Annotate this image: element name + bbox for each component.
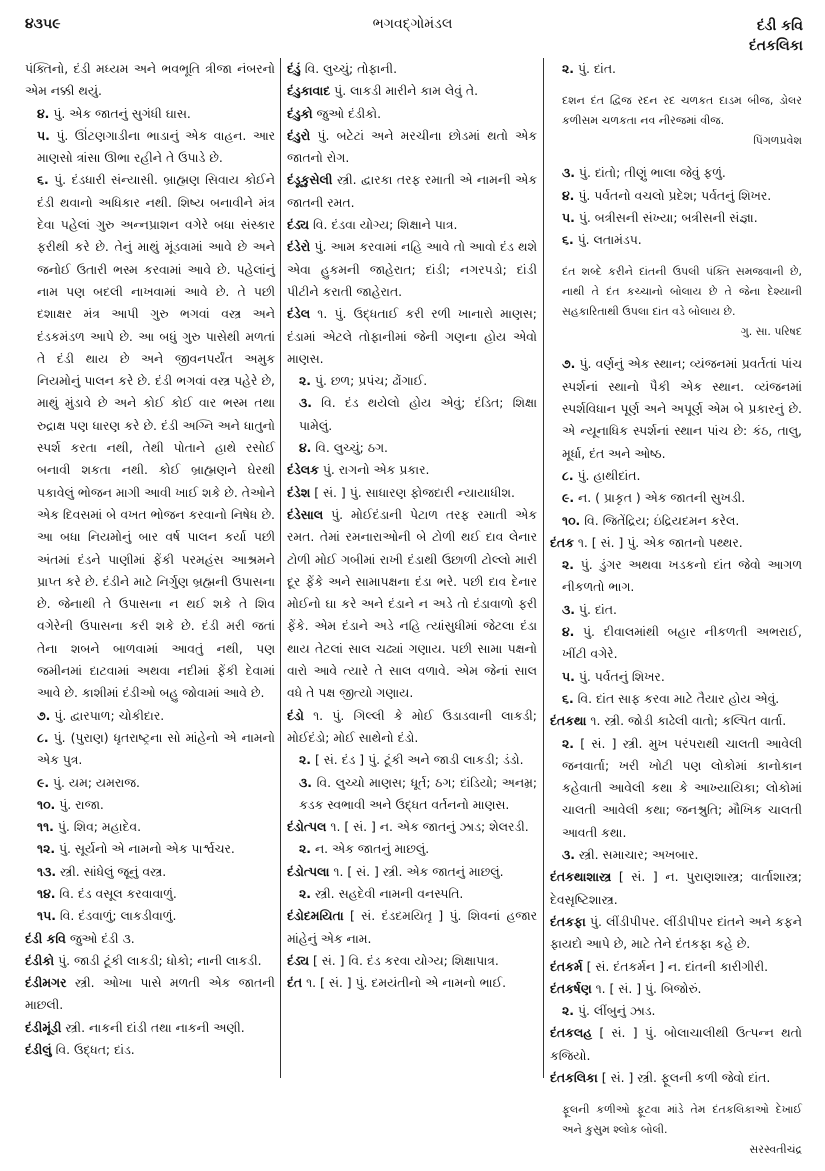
definition: પું. વર્ણનું એક સ્થાન; વ્યંજનમાં પ્રવર્તતાં પાંચ સ્પર્શનાં સ્થાનો પૈકી એક સ્થાન. વ્યંજનમાં સ્પર્શવિધાન પૂર્ણ અને અપૂર્ણ એમ બે પ્રકારનું છે. એ ન્યૂનાધિક સ્પર્શનાં સ્થાન પાંચ છે: કંઠ, તાલુ, મૂર્ધા, દંત અને ઓષ્ઠ. — [562, 356, 802, 461]
dictionary-entry — [550, 978, 802, 1000]
definition: [ સં. ] પું. સાધારણ ફોજદારી ન્યાયાધીશ. — [314, 484, 515, 500]
guide-word-first: દંડી કવિ — [756, 18, 803, 34]
headword: દંતકથાશાસ્ત્ર — [550, 869, 612, 885]
headword: દંતકર્મ — [550, 958, 583, 974]
dictionary-entry — [287, 705, 537, 750]
sense-entry — [287, 838, 537, 860]
headword: દંડેલક — [287, 462, 319, 478]
column-2 — [287, 58, 537, 994]
quotation-source: સરસ્વતીચંદ્ર — [749, 1143, 802, 1157]
definition: સ્ત્રી. દ્વારકા તરફ રમાતી એ નામની એક જાતની રમત. — [287, 172, 537, 210]
headword: દંડેલ — [287, 306, 311, 322]
definition: પું. એક જાતનું સુગંધી ઘાસ. — [53, 105, 191, 121]
definition: વિ. જિતેંદ્રિય; ઇંદ્રિયદમન કરેલ. — [584, 512, 740, 528]
headword: ૨. — [562, 735, 574, 751]
definition: વિ. દાંત સાફ કરવા માટે તૈયાર હોય એવું. — [577, 690, 780, 706]
headword: દંતકલહ — [550, 1025, 593, 1041]
sense-entry — [550, 229, 802, 251]
sense-entry — [25, 169, 275, 704]
definition: જુઓ દંડી ૩. — [69, 930, 135, 946]
headword: દંડેસાલ — [287, 506, 324, 522]
sense-entry — [287, 772, 537, 817]
headword: ૧૦. — [562, 512, 581, 528]
sense-entry — [25, 883, 275, 905]
dictionary-entry — [25, 950, 275, 972]
sense-entry — [25, 125, 275, 170]
headword: ૫. — [562, 668, 575, 684]
definition: પું. બટેટાં અને મરચીના છોડમાં થતો એક જાતનો રોગ. — [287, 127, 537, 166]
definition: ૧. સ્ત્રી. જોડી કાઢેલી વાતો; કલ્પિત વાર્તા. — [590, 713, 787, 729]
definition: સ્ત્રી. સમાચાર; અખબાર. — [578, 847, 699, 863]
definition: વિ. દંડવાળું; લાકડીવાળું. — [59, 908, 177, 924]
dictionary-entry — [287, 214, 537, 236]
headword: ૬. — [562, 690, 574, 706]
sense-entry — [550, 185, 802, 207]
dictionary-entry — [287, 482, 537, 504]
headword: દંડોત્પલા — [287, 863, 330, 879]
definition: પું. પર્વતનું શિખર. — [578, 668, 665, 684]
headword: ૪. — [562, 624, 575, 640]
headword: ૨. — [299, 373, 311, 389]
headword: ૨. — [562, 557, 574, 573]
definition: પંક્તિનો, દંડી મધ્યમ અને ભવભૂતિ ત્રીજા નંબરનો એમ નક્કી થયું. — [25, 61, 275, 99]
dictionary-entry — [550, 710, 802, 732]
sense-entry — [25, 727, 275, 772]
dictionary-entry — [287, 861, 537, 883]
guide-words — [749, 16, 803, 56]
sense-entry — [287, 370, 537, 392]
column-divider — [280, 58, 281, 1078]
headword: દંડીમગર — [25, 975, 67, 991]
definition: પું. ઊંટણગાડીના ભાડાનું એક વાહન. આર માણસો ત્રાંસા ઊભા રહીને તે ઉપાડે છે. — [37, 127, 275, 166]
headword: દંડી કવિ — [25, 930, 66, 946]
headword: ૨. — [299, 841, 311, 857]
page-number: ૪૩૫૯ — [25, 16, 61, 32]
dictionary-entry — [25, 1039, 275, 1061]
headword: ૩. — [299, 774, 312, 790]
headword: ૮. — [37, 729, 49, 745]
headword: ૩. — [562, 165, 575, 181]
definition: પું. યમ; યમરાજ. — [53, 774, 140, 790]
headword: ૫. — [562, 209, 575, 225]
definition: પું. (પુરાણ) ધૃતરાષ્ટ્રના સો માંહેનો એ નામનો એક પુત્ર. — [37, 729, 275, 768]
sense-entry — [550, 844, 802, 866]
headword: ૧૨. — [37, 841, 56, 857]
sense-entry — [25, 905, 275, 927]
headword: ૯. — [562, 490, 575, 506]
quotation-text: ફૂલની કળીઓ ફૂટવા માંડે તેમ દંતકલિકાઓ દેખાઈ અને કુસુમ શ્લોક બોલી. — [562, 1103, 802, 1137]
headword: દંડ્ય — [287, 217, 310, 233]
quotation — [550, 91, 802, 151]
definition: પું. લીંબુનું ઝાડ. — [577, 1003, 656, 1019]
book-title: ભગવદ્ગોમંડલ — [372, 16, 453, 32]
headword: ૨. — [299, 885, 311, 901]
definition: સ્ત્રી. નાકની દાંડી તથા નાકની અણી. — [65, 1019, 245, 1035]
sense-entry — [550, 58, 802, 80]
column-1 — [25, 58, 275, 1061]
definition: વિ. દંડવા યોગ્ય; શિક્ષાને પાત્ર. — [312, 217, 458, 233]
dictionary-entry — [550, 532, 802, 554]
dictionary-entry — [550, 866, 802, 911]
headword: ૭. — [37, 707, 51, 723]
headword: દંડીમૂંડી — [25, 1019, 62, 1035]
headword: દંતકફા — [550, 913, 586, 929]
definition: પું. રાજા. — [59, 796, 104, 812]
sense-entry — [287, 392, 537, 437]
headword: ૭. — [562, 356, 576, 372]
headword: દંડુરો — [287, 127, 311, 143]
dictionary-entry — [287, 816, 537, 838]
definition: પું. છળ; પ્રપંચ; ઢોંગાઈ. — [314, 373, 428, 389]
headword: ૩. — [562, 847, 575, 863]
definition: વિ. ઉદ્ધત; દાંડ. — [55, 1042, 135, 1058]
definition: પું. જાડી ટૂંકી લાકડી; ધોકો; નાની લાકડી. — [58, 952, 262, 968]
sense-entry — [550, 733, 802, 844]
sense-entry — [550, 465, 802, 487]
column-3 — [550, 58, 802, 1171]
definition: [ સં. દંડ ] પું. ટૂંકી અને જાડી લાકડી; ડંડો. — [314, 752, 524, 768]
definition: પું. રાગનો એક પ્રકાર. — [322, 462, 430, 478]
dictionary-entry — [550, 956, 802, 978]
dictionary-entry — [25, 1017, 275, 1039]
dictionary-entry — [287, 169, 537, 214]
definition: સ્ત્રી. ઓખા પાસે મળતી એક જાતની માછલી. — [25, 975, 275, 1013]
quotation — [550, 1100, 802, 1160]
dictionary-entry — [287, 58, 537, 80]
sense-entry — [550, 353, 802, 464]
dictionary-entry — [287, 125, 537, 170]
headword: ૯. — [37, 774, 50, 790]
headword: ૬. — [37, 172, 49, 188]
headword: ૪. — [562, 187, 575, 203]
headword: ૧૩. — [37, 863, 57, 879]
sense-entry — [550, 666, 802, 688]
sense-entry — [550, 510, 802, 532]
definition: પું. બત્રીસની સંખ્યા; બત્રીસની સંજ્ઞા. — [578, 209, 758, 225]
dictionary-entry — [287, 905, 537, 950]
definition: પું. લાકડી મારીને કામ લેવું તે. — [334, 83, 479, 99]
sense-entry — [25, 772, 275, 794]
headword: ૪. — [37, 105, 50, 121]
dictionary-entry — [287, 303, 537, 370]
definition: પું. લીંડીપીપર. લીંડીપીપર દાંતને અને કફને ફાયદો આપે છે, માટે તેને દંતકફા કહે છે. — [550, 913, 802, 952]
definition: વિ. લુચ્ચો માણસ; ધૂર્ત; ઠગ; દાંડિયો; અનમ્ર; કડક સ્વભાવી અને ઉદ્ધત વર્તનનો માણસ. — [299, 774, 537, 812]
definition: પું. દીવાલમાંથી બહાર નીકળતી અભરાઈ, ખીંટી વગેરે. — [562, 624, 802, 662]
definition: [ સં. ] વિ. દંડ કરવા યોગ્ય; શિક્ષાપાત્ર. — [312, 952, 499, 968]
dictionary-entry — [25, 928, 275, 950]
dictionary-entry — [25, 972, 275, 1017]
dictionary-entry — [287, 236, 537, 303]
definition: ન. ( પ્રાકૃત ) એક જાતની સુખડી. — [578, 490, 746, 506]
definition: ૧. [ સં. ] સ્ત્રી. એક જાતનું માછલું. — [333, 863, 504, 879]
headword: ૧૦. — [37, 796, 56, 812]
headword: દંતકલિકા — [550, 1069, 598, 1085]
sense-entry — [287, 883, 537, 905]
definition: ૧. [ સં. ] પું. બિજોરું. — [595, 980, 702, 996]
quotation-source: પિંગળપ્રવેશ — [753, 134, 802, 148]
definition: પું. સૂર્યનો એ નામનો એક પાર્શ્વચર. — [59, 841, 235, 857]
sense-entry — [550, 162, 802, 184]
definition: ન. એક જાતનું માછલું. — [314, 841, 430, 857]
headword: ૨. — [562, 61, 574, 76]
sense-entry — [25, 816, 275, 838]
headword: દંડુકો — [287, 105, 313, 121]
definition: પું. દાંત. — [578, 601, 617, 617]
definition: [ સં. ] પું. બોલાચાલીથી ઉત્પન્ન થતો કજિયો. — [550, 1025, 802, 1063]
definition: ૧. પું. ઉદ્ધતાઈ કરી રળી ખાનારો માણસ; દંડામાં એટલે તોફાનીમાં જેની ગણના હોય એવો માણસ. — [287, 306, 537, 366]
definition: પું. દ્વારપાળ; ચોકીદાર. — [54, 707, 165, 723]
definition: પું. હાથીદાંત. — [577, 467, 641, 483]
definition: સ્ત્રી. સહદેવી નામની વનસ્પતિ. — [314, 885, 464, 901]
guide-word-last: દંતકલિકા — [748, 38, 803, 54]
definition: ૧. [ સં. ] પું. દમયંતીનો એ નામનો ભાઈ. — [306, 975, 507, 991]
headword: ૨. — [299, 752, 311, 768]
dictionary-entry — [287, 80, 537, 102]
quotation-text: દશન દંત દ્વિજ રદન રદ ચળકત દાડમ બીજ, ડોલર કળીસમ ચળકતા નવ નીરજમાં વીજ. — [562, 94, 802, 128]
headword: દંડ્ય — [287, 952, 310, 968]
headword: ૧૪. — [37, 885, 56, 901]
definition: [ સં. દંડદમયિતૃ ] પું. શિવનાં હજાર માંહેનું એક નામ. — [287, 908, 537, 946]
sense-entry — [25, 794, 275, 816]
headword: ૫. — [37, 127, 50, 143]
dictionary-entry — [287, 504, 537, 705]
headword: ૧૫. — [37, 908, 56, 924]
sense-entry — [550, 207, 802, 229]
headword: દંડીલું — [25, 1042, 52, 1058]
quotation-text: દંત શબ્દે કરીને દાંતની ઉપલી પંક્તિ સમજવાની છે, નાથી તે દંત કચ્ચાનો બોલાય છે તે જેના દેશ્યાની સહકારિતાથી ઉપલા દાંત વડે બોલાય છે. — [562, 265, 802, 319]
headword: દંડેરો — [287, 239, 311, 255]
definition: પું. ડુંગર અથવા ખડકનો દાંત જેવો આગળ નીકળતો ભાગ. — [562, 557, 802, 595]
headword: દંડીકો — [25, 952, 55, 968]
dictionary-entry — [287, 459, 537, 481]
headword: ૧૧. — [37, 819, 54, 835]
sense-entry — [550, 487, 802, 509]
quotation — [550, 262, 802, 342]
headword: ૬. — [562, 232, 574, 248]
quotation-source: ગુ. સા. પરિષદ — [740, 325, 802, 339]
headword: દંડો — [287, 707, 304, 723]
sense-entry — [550, 688, 802, 710]
sense-entry — [550, 621, 802, 666]
definition: વિ. લુચ્ચું; તોફાની. — [304, 61, 398, 76]
sense-entry — [550, 599, 802, 621]
dictionary-entry — [550, 1022, 802, 1067]
headword: દંડોદમયિતા — [287, 908, 344, 924]
definition: પું. દંડધારી સંન્યાસી. બ્રાહ્મણ સિવાય કોઈને દંડી થવાનો અધિકાર નથી. શિષ્ય બનાવીને મંત્ર દેવા પહેલાં ગુરુ અન્નપ્રાશન વગેરે બધા સંસ્કાર ફરીથી કરે છે. તેનું માથું મૂંડવામાં આવે છે અને જનોઈ ઉતારી ભસ્મ કરવામાં આવે છે. પહેલાંનું નામ પણ બદલી નાખવામાં આવે છે. તે પછી દશાક્ષર મંત્ર આપી ગુરુ ભગવાં વસ્ત્ર અને દંડકમંડળ આપે છે. આ બધું ગુરુ પાસેથી મળતાં તે દંડી થાય છે અને જીવનપર્યંત અમુક નિયમોનું પાલન કરે છે. દંડી ભગવાં વસ્ત્ર પહેરે છે, માથું મુંડાવે છે અને કોઈ કોઈ વાર ભસ્મ તથા રુદ્રાક્ષ પણ ધારણ કરે છે. દંડી અગ્નિ અને ધાતુનો સ્પર્શ કરતા નથી, તેથી પોતાને હાથે રસોઈ બનાવી શકતા નથી. કોઈ બ્રાહ્મણને ઘેરથી પકાવેલું ભોજન માગી આવી ખાઈ શકે છે. તેઓને એક દિવસમાં બે વખત ભોજન કરવાનો નિષેધ છે. આ બધા નિયમોનું બાર વર્ષ પાલન કર્યા પછી અંતમાં દંડને પાણીમાં ફેંકી પરમહંસ આશ્રમને પ્રાપ્ત કરે છે. દંડીને માટે નિર્ગુણ બ્રહ્મની ઉપાસના છે. જેનાથી તે ઉપાસના ન થઈ શકે તે શિવ વગેરેની ઉપાસના કરી શકે છે. દંડી મરી જતાં તેના શબને બાળવામાં આવતું નથી, પણ જમીનમાં દાટવામાં અથવા નદીમાં ફેંકી દેવામાં આવે છે. કાશીમાં દંડીઓ બહુ જોવામાં આવે છે. — [37, 172, 275, 701]
definition: [ સં. દંતકર્મન ] ન. દાંતની કારીગીરી. — [586, 958, 769, 974]
sense-entry — [25, 861, 275, 883]
definition: પું. આમ કરવામાં નહિ આવે તો આવો દંડ થશે એવા હુકમની જાહેરાત; દાંડી; નગરપડો; દાંડી પીટીને કરાતી જાહેરાત. — [287, 239, 537, 299]
sense-entry — [25, 705, 275, 727]
headword: ૮. — [562, 467, 574, 483]
sense-entry — [25, 838, 275, 860]
headword: દંડું — [287, 61, 301, 76]
headword: દંડૂકુસેલી — [287, 172, 333, 188]
dictionary-entry — [287, 103, 537, 125]
sense-entry — [25, 103, 275, 125]
definition: સ્ત્રી. સાંધેલું જૂનું વસ્ત્ર. — [59, 863, 167, 879]
definition: જુઓ દંડીકો. — [316, 105, 382, 121]
dictionary-entry — [550, 1067, 802, 1089]
sense-entry — [287, 437, 537, 459]
definition: વિ. લુચ્ચું; ઠગ. — [315, 440, 388, 456]
sense-entry — [550, 1000, 802, 1022]
definition: ૧. [ સં. ] ન. એક જાતનું ઝાડ; શેલરડી. — [330, 819, 529, 835]
headword: દંત — [287, 975, 303, 991]
headword: દંડુકાવાદ — [287, 83, 331, 99]
definition: પું. દાંત. — [577, 61, 616, 76]
headword: ૩. — [299, 395, 312, 411]
headword: દંતકથા — [550, 713, 587, 729]
sense-entry — [550, 554, 802, 599]
definition: [ સં. ] સ્ત્રી. મુખ પરંપરાથી ચાલતી આવેલી જનવાર્તા; ખરી ખોટી પણ લોકોમાં કાનોકાન કહેવાતી આવેલી કથા કે આખ્યાયિકા; લોકોમાં ચાલતી આવેલી કથા; જનશ્રુતિ; મૌખિક ચાલતી આવતી કથા. — [562, 735, 802, 840]
headword: દંડોત્પલ — [287, 819, 327, 835]
definition: પું. શિવ; મહાદેવ. — [57, 819, 142, 835]
headword: દંતકર્ષણ — [550, 980, 592, 996]
definition: [ સં. ] સ્ત્રી. ફૂલની કળી જેવો દાંત. — [601, 1069, 771, 1085]
dictionary-entry — [25, 58, 275, 103]
definition: [ સં. ] ન. પુરાણશાસ્ત્ર; વાર્તાશાસ્ત્ર; દેવસૃષ્ટિશાસ્ત્ર. — [550, 869, 802, 907]
definition: વિ. દંડ થયેલો હોય એવું; દંડિત; શિક્ષા પામેલું. — [299, 395, 537, 433]
column-divider — [543, 58, 544, 1078]
dictionary-entry — [287, 972, 537, 994]
headword: ૨. — [562, 1003, 574, 1019]
definition: વિ. દંડ વસૂલ કરવાવાળું. — [59, 885, 177, 901]
dictionary-entry — [550, 911, 802, 956]
headword: દંડેશ — [287, 484, 311, 500]
definition: પું. દાંતો; તીણું ભાલા જેવું ફળું. — [578, 165, 726, 181]
sense-entry — [287, 749, 537, 771]
headword: દંતક — [550, 534, 574, 550]
definition: પું. પર્વતનો વચલો પ્રદેશ; પર્વતનું શિખર. — [578, 187, 772, 203]
dictionary-entry — [287, 950, 537, 972]
definition: ૧. પું. ગિલ્લી કે મોઈ ઉડાડવાની લાકડી; મોઈદંડો; મોઈ સાથેનો દંડો. — [287, 707, 537, 745]
headword: ૩. — [562, 601, 575, 617]
headword: ૪. — [299, 440, 312, 456]
definition: ૧. [ સં. ] પું. એક જાતનો પથ્થર. — [577, 534, 743, 550]
definition: પું. લતામંડપ. — [577, 232, 642, 248]
definition: પું. મોઈદંડાની પેટાળ તરફ રમાતી એક રમત. તેમાં રમનારાઓની બે ટોળી થઈ દાવ લેનાર ટોળી મોઈ ગબીમાં રાખી દંડાથી ઉછાળી ટોલ્લો મારી દૂર ફેંકે અને સામાપક્ષના દંડા ભરે. પછી દાવ દેનાર મોઈનો ઘા કરે અને દંડાને ન અડે તો દંડાવાળો ફરી ફેંકે. એમ દંડાને અડે નહિ ત્યાંસુધીમાં જેટલા દંડા થાય તેટલાં સાલ ચઢ્યાં ગણાય. પછી સામા પક્ષનો વારો આવે ત્યારે તે સાલ વળાવે. એમ જેનાં સાલ વધે તે પક્ષ જીત્યો ગણાય. — [287, 506, 537, 701]
